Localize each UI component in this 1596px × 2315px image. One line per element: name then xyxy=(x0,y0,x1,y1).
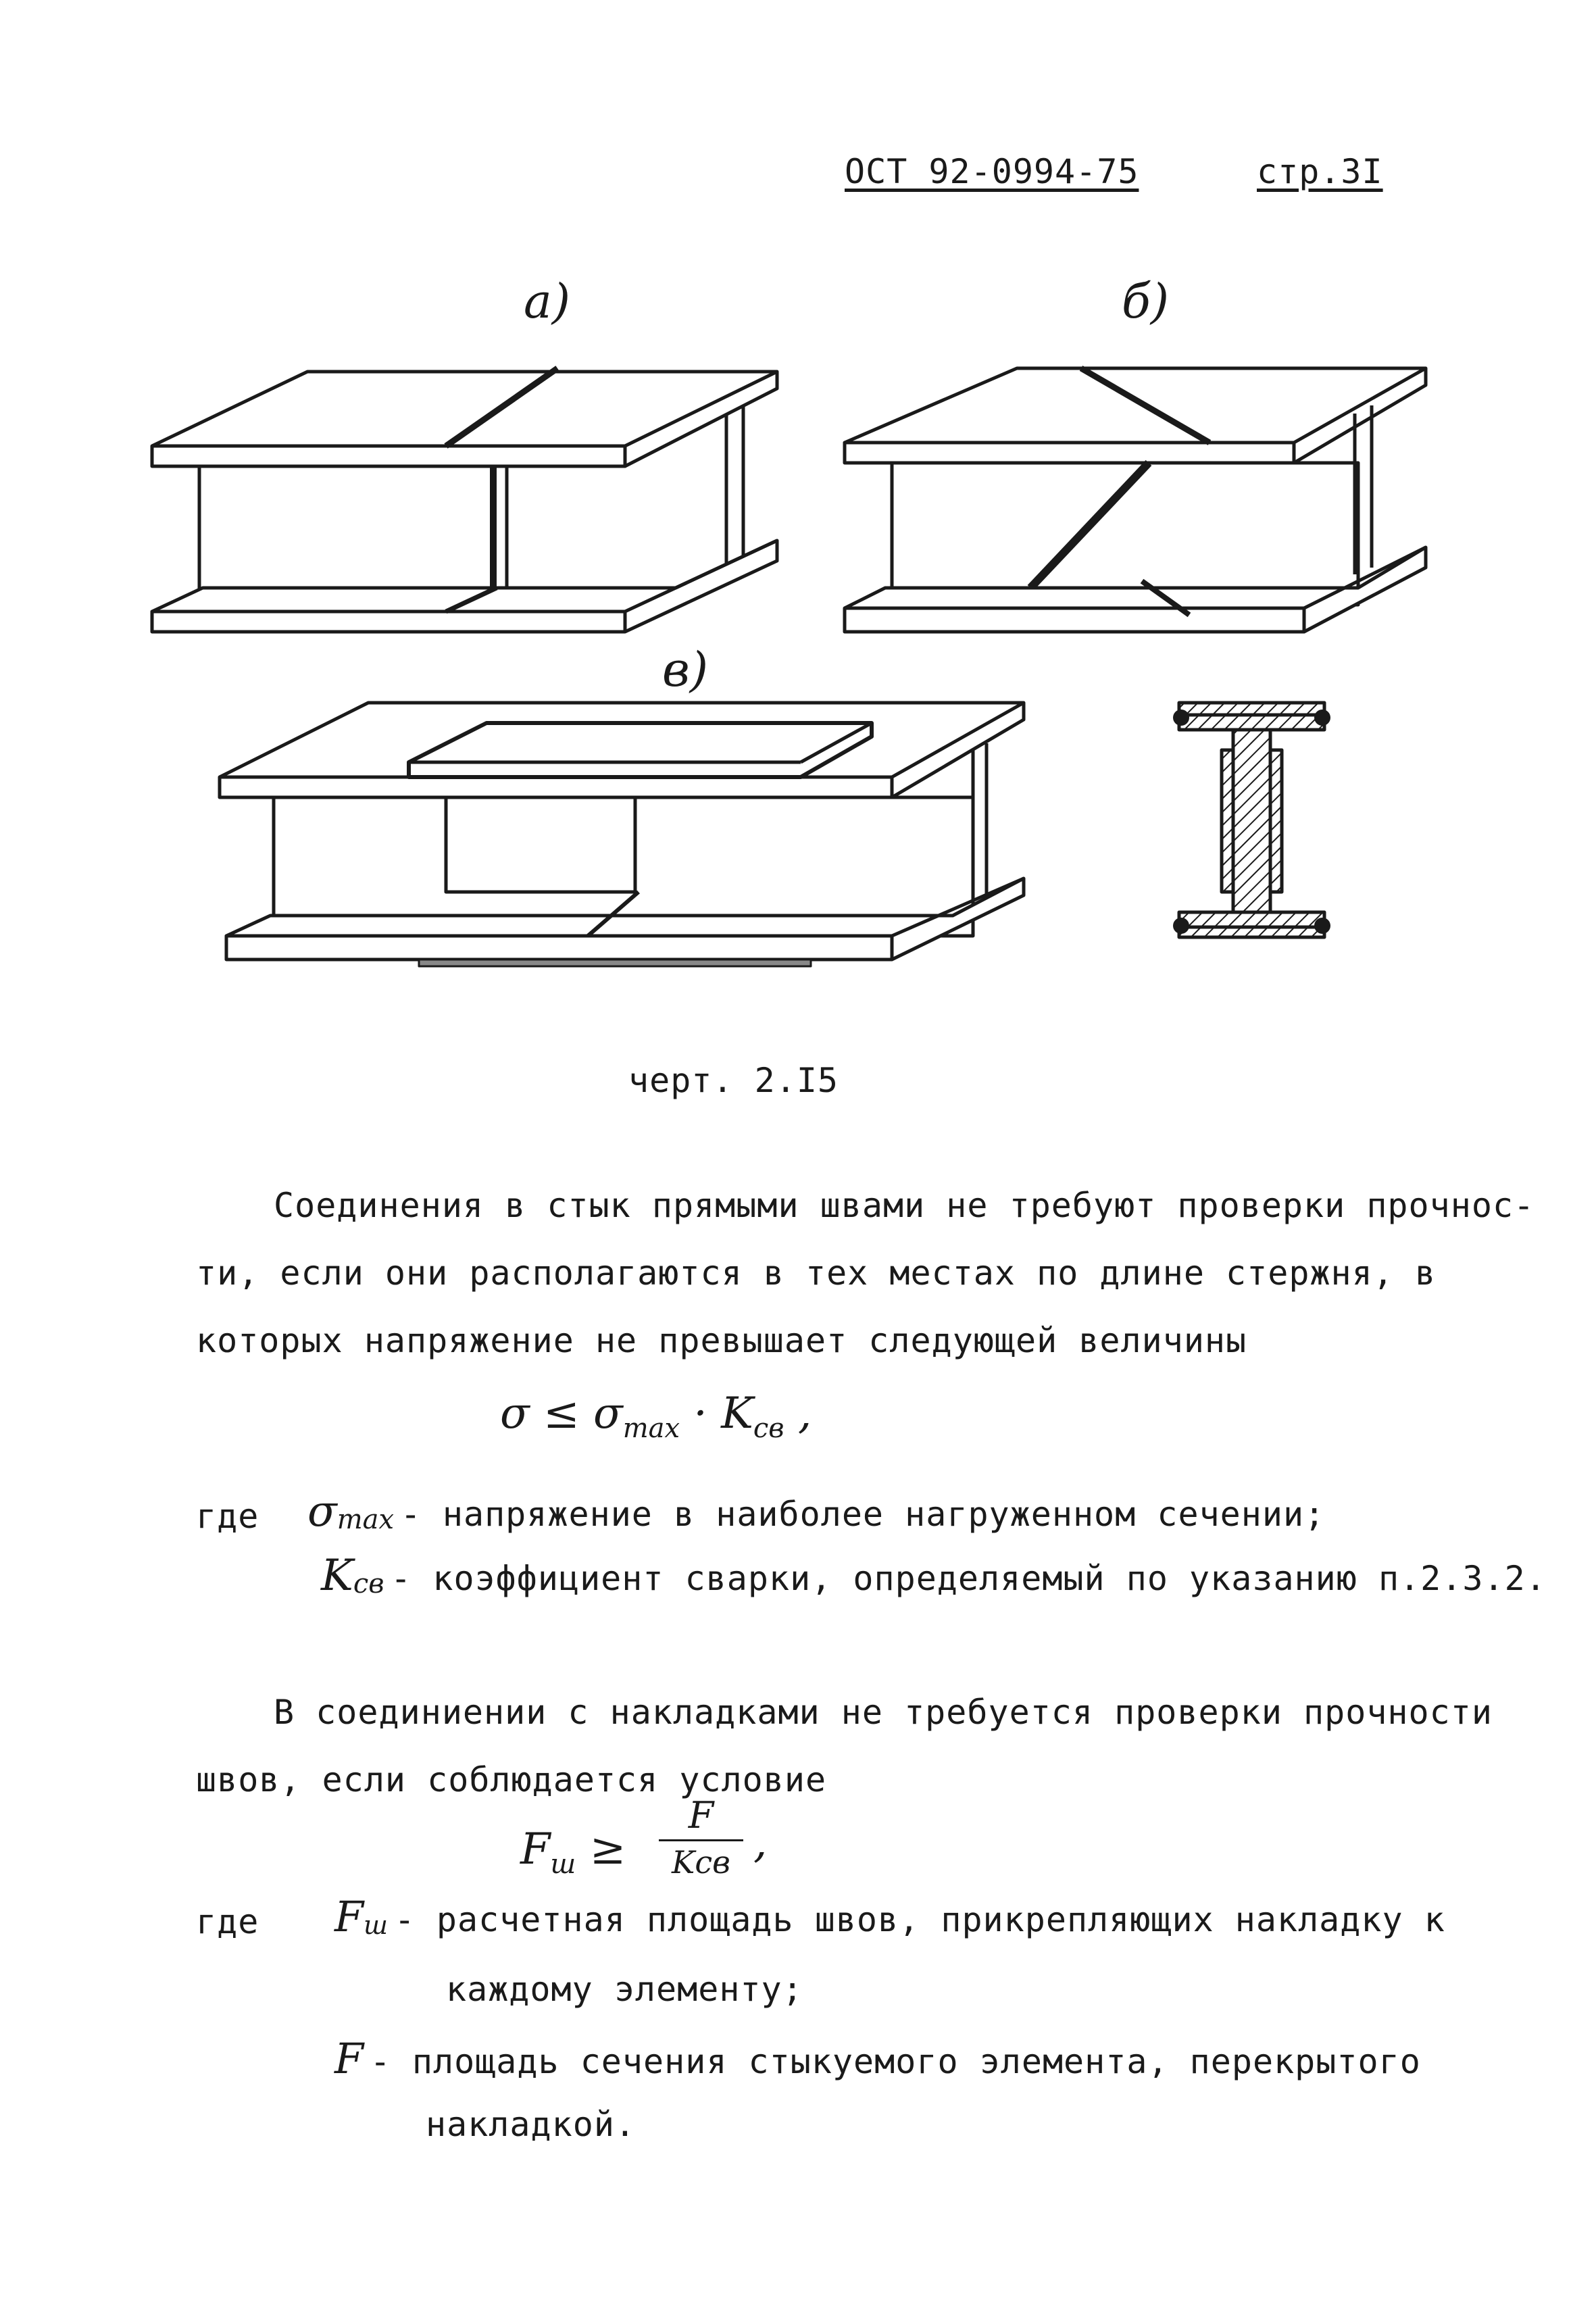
paragraph-2-line-2: швов, если соблюдается условие xyxy=(196,1760,827,1799)
formula-2 xyxy=(520,1824,626,1880)
formula-2-lhs: F xyxy=(520,1824,551,1874)
cross-section-drawing xyxy=(1173,703,1330,937)
figure-label-a: а) xyxy=(524,274,571,329)
figure-caption: черт. 2.I5 xyxy=(628,1061,839,1100)
formula-2-denominator: Kсв xyxy=(672,1844,730,1881)
where-1-item-2 xyxy=(321,1551,1547,1601)
where-2-item-1-line-2: каждому элементу; xyxy=(446,1970,803,2009)
beam-v-drawing xyxy=(220,703,1024,966)
where-1-item-1-sub: max xyxy=(336,1504,395,1536)
paragraph-1-line-3: которых напряжение не превышает следующей величины xyxy=(196,1321,1247,1360)
where-2-item-1 xyxy=(334,1892,1445,1941)
formula-1-sigma-max: σ xyxy=(593,1389,623,1439)
formula-2-lhs-sub: ш xyxy=(550,1848,576,1880)
formula-1-max-sub: max xyxy=(622,1412,680,1444)
formula-1-sigma: σ xyxy=(500,1389,530,1439)
where-2-item-1-sub: ш xyxy=(364,1910,389,1941)
paragraph-1-line-2: ти, если они располагаются в тех местах по длине стержня, в xyxy=(196,1253,1437,1293)
where-2-item-2-line-1: - площадь сечения стыкуемого элемента, перекрытого xyxy=(370,2042,1421,2081)
formula-1-comma: , xyxy=(797,1389,812,1439)
document-code: ОСТ 92-0994-75 xyxy=(845,152,1139,191)
formula-2-fraction-bar xyxy=(659,1839,743,1841)
where-2-item-2 xyxy=(334,2034,1421,2083)
where-2-word: где xyxy=(196,1902,259,1941)
where-1-item-1-symbol: σ xyxy=(307,1487,337,1537)
where-1-item-1-text: - напряжение в наиболее нагруженном сечении; xyxy=(400,1495,1326,1534)
paragraph-1-line-1: Соединения в стык прямыми швами не требуют проверки прочнос- xyxy=(274,1186,1535,1225)
formula-1-le: ≤ xyxy=(543,1389,580,1439)
formula-1-dot: · xyxy=(693,1389,707,1439)
formula-2-comma: , xyxy=(753,1818,768,1868)
figure-label-b: б) xyxy=(1122,274,1170,329)
where-2-item-1-symbol: F xyxy=(334,1892,364,1941)
weld-joint-figure xyxy=(0,0,1596,1014)
where-1-item-2-sub: св xyxy=(353,1568,384,1600)
formula-1-k: K xyxy=(721,1389,753,1439)
figure-label-v: в) xyxy=(662,642,709,697)
formula-2-numerator: F xyxy=(688,1794,714,1837)
beam-a-drawing xyxy=(152,368,777,632)
where-1-item-2-symbol: K xyxy=(321,1551,353,1601)
where-2-item-1-line-1: - расчетная площадь швов, прикрепляющих накладку к xyxy=(394,1900,1445,1939)
beam-b-drawing xyxy=(845,368,1426,632)
where-1-word: где xyxy=(196,1497,259,1536)
formula-1-k-sub: св xyxy=(753,1412,784,1444)
paragraph-2-line-1: В соединиении с накладками не требуется проверки прочности xyxy=(274,1693,1493,1732)
where-1-item-2-text: - коэффициент сварки, определяемый по указанию п.2.3.2. xyxy=(391,1559,1547,1598)
where-2-item-2-line-2: накладкой. xyxy=(426,2105,637,2144)
formula-2-fraction xyxy=(659,1794,743,1881)
formula-1 xyxy=(500,1389,812,1444)
page-number: стр.3I xyxy=(1257,152,1383,191)
formula-2-ge: ≥ xyxy=(589,1824,626,1874)
where-1-item-1 xyxy=(307,1487,1325,1537)
where-2-item-2-symbol: F xyxy=(334,2034,364,2083)
